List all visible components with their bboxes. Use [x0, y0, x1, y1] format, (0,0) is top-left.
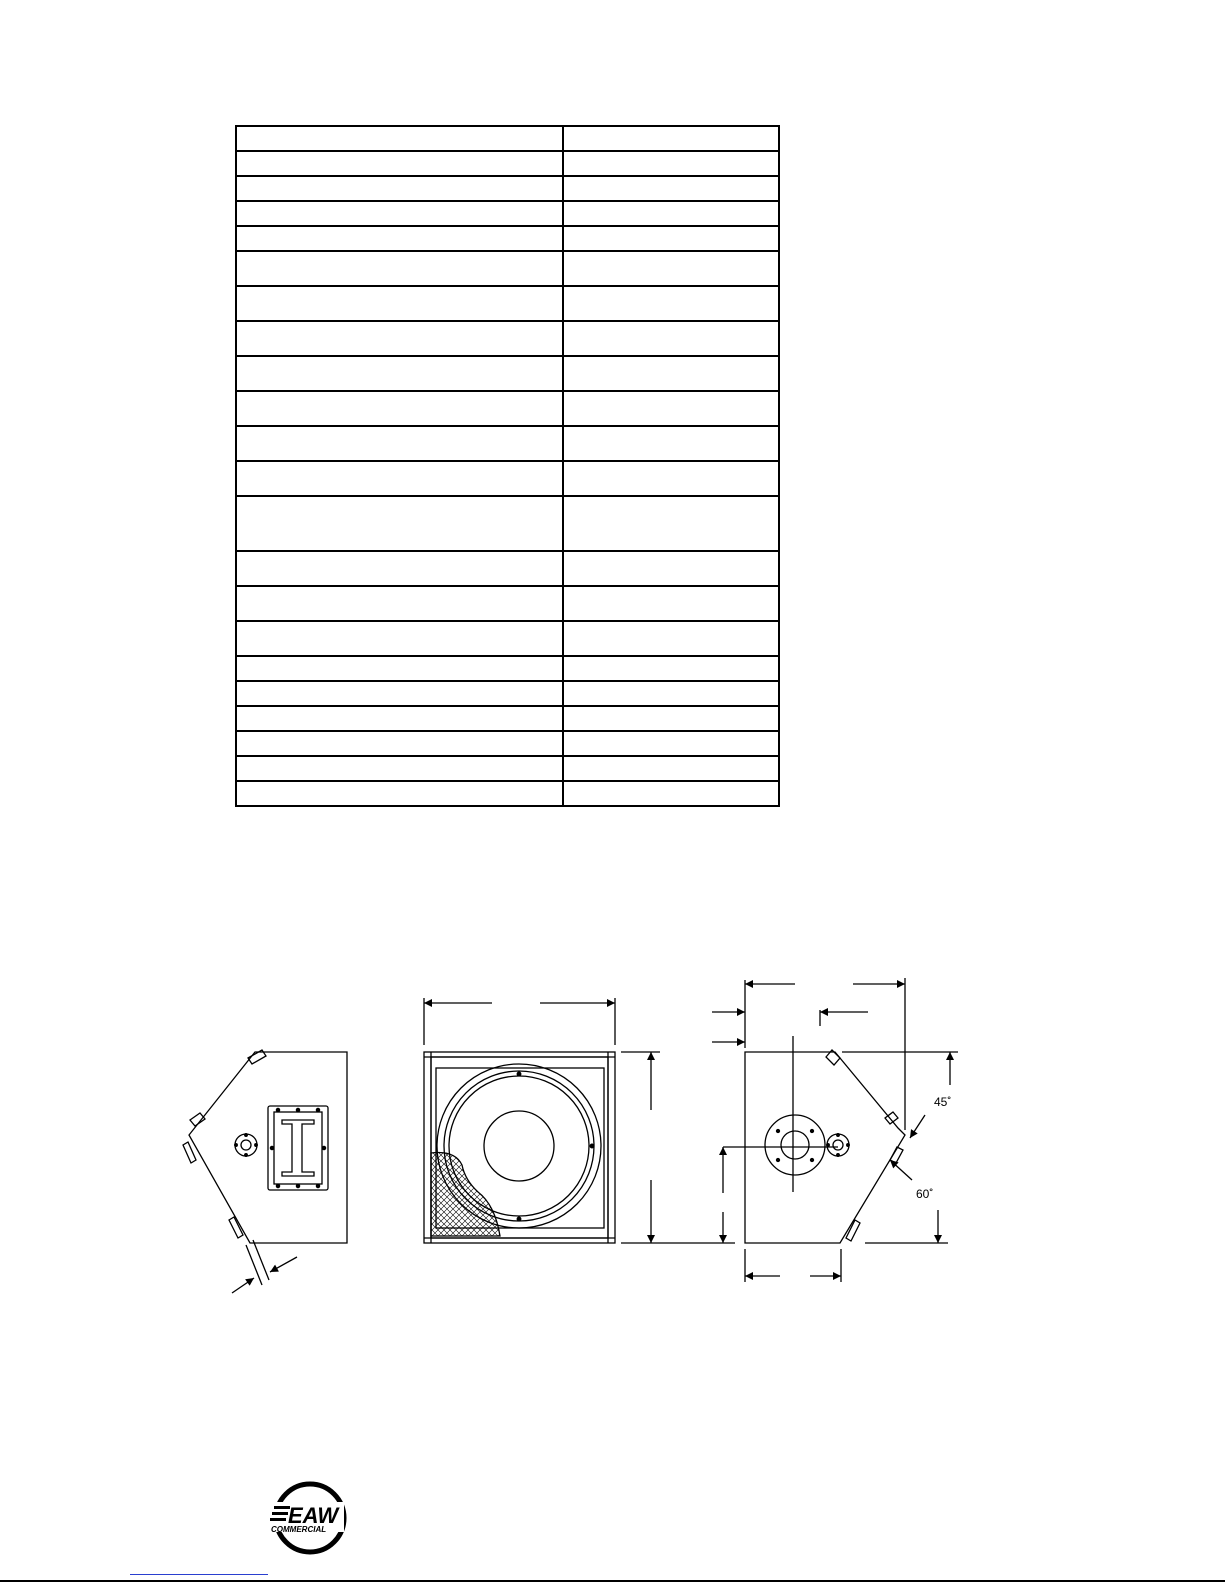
angle-label-60: 60˚ — [916, 1187, 934, 1201]
table-row — [236, 321, 779, 356]
spec-label — [236, 656, 563, 681]
spec-value — [563, 551, 779, 586]
spec-label — [236, 201, 563, 226]
spec-label — [236, 551, 563, 586]
spec-label — [236, 731, 563, 756]
spec-label — [236, 126, 563, 151]
table-row — [236, 151, 779, 176]
spec-value — [563, 176, 779, 201]
table-row — [236, 461, 779, 496]
eaw-commercial-logo — [268, 1478, 348, 1558]
spec-value — [563, 151, 779, 176]
footer-link-underline[interactable] — [130, 1574, 268, 1575]
table-row — [236, 551, 779, 586]
table-row — [236, 756, 779, 781]
table-row — [236, 621, 779, 656]
table-row — [236, 681, 779, 706]
spec-value — [563, 391, 779, 426]
table-row — [236, 706, 779, 731]
spec-label — [236, 496, 563, 551]
table-row — [236, 586, 779, 621]
table-row — [236, 496, 779, 551]
spec-label — [236, 621, 563, 656]
table-row — [236, 391, 779, 426]
side-view-right — [712, 978, 958, 1282]
spec-label — [236, 681, 563, 706]
spec-value — [563, 321, 779, 356]
logo-brand: EAW — [288, 1503, 339, 1528]
table-row — [236, 426, 779, 461]
table-row — [236, 201, 779, 226]
spec-value — [563, 706, 779, 731]
spec-label — [236, 706, 563, 731]
spec-label — [236, 461, 563, 496]
spec-label — [236, 321, 563, 356]
spec-label — [236, 781, 563, 806]
table-row — [236, 126, 779, 151]
spec-label — [236, 226, 563, 251]
logo-subtitle: COMMERCIAL — [271, 1525, 327, 1534]
spec-value — [563, 126, 779, 151]
spec-label — [236, 586, 563, 621]
spec-label — [236, 756, 563, 781]
spec-value — [563, 756, 779, 781]
spec-table — [235, 125, 780, 807]
spec-value — [563, 586, 779, 621]
spec-value — [563, 426, 779, 461]
spec-value — [563, 681, 779, 706]
spec-value — [563, 286, 779, 321]
spec-value — [563, 621, 779, 656]
table-row — [236, 226, 779, 251]
spec-value — [563, 781, 779, 806]
spec-label — [236, 151, 563, 176]
table-row — [236, 356, 779, 391]
spec-label — [236, 176, 563, 201]
table-row — [236, 176, 779, 201]
table-row — [236, 656, 779, 681]
spec-value — [563, 356, 779, 391]
spec-label — [236, 251, 563, 286]
front-view — [424, 998, 735, 1243]
dimension-drawing — [0, 960, 1225, 1320]
spec-label — [236, 391, 563, 426]
spec-value — [563, 251, 779, 286]
spec-value — [563, 461, 779, 496]
spec-value — [563, 201, 779, 226]
bottom-rule — [0, 1580, 1225, 1582]
table-row — [236, 251, 779, 286]
spec-label — [236, 356, 563, 391]
spec-value — [563, 226, 779, 251]
table-row — [236, 781, 779, 806]
spec-label — [236, 286, 563, 321]
spec-value — [563, 496, 779, 551]
spec-label — [236, 426, 563, 461]
side-view-left — [183, 1050, 347, 1293]
table-row — [236, 731, 779, 756]
spec-value — [563, 731, 779, 756]
angle-label-45: 45˚ — [934, 1095, 952, 1109]
table-row — [236, 286, 779, 321]
spec-value — [563, 656, 779, 681]
